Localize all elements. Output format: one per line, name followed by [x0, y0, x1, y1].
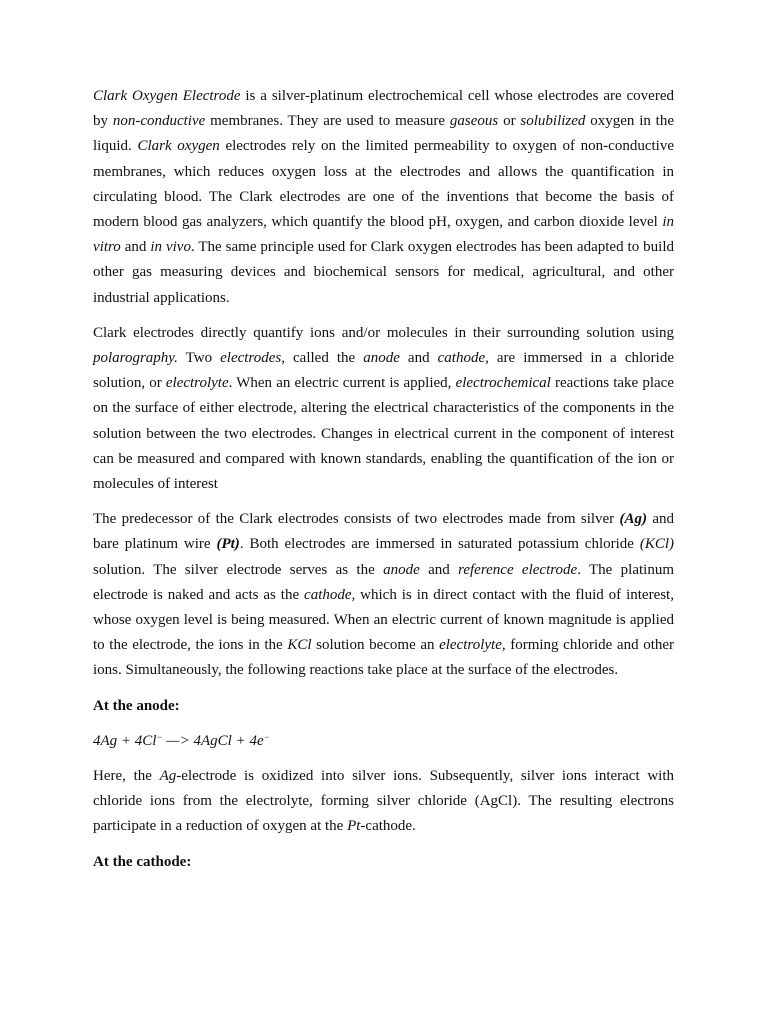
text-span: or — [498, 113, 521, 130]
term-ag: Ag — [159, 768, 177, 785]
anode-heading: At the anode: — [93, 697, 180, 714]
text-span: -cathode. — [360, 818, 416, 835]
term-pt: (Pt) — [216, 536, 240, 553]
text-span: oxygen in the liquid. — [93, 113, 675, 155]
term-solubilized: solubilized — [520, 113, 586, 130]
term-kcl: KCl — [287, 637, 312, 654]
term-cathode: cathode, — [437, 350, 489, 367]
paragraph-polarography — [93, 321, 674, 497]
text-span: The predecessor of the Clark electrodes consists of two electrodes made from silver — [93, 511, 620, 528]
term-in-vitro: in vitro — [93, 214, 674, 256]
document-page — [93, 84, 674, 885]
text-span: . The same principle used for Clark oxygen electrodes has been adapted to build other gas measuring devices and biochemical sensors for medical, agricultural, and other industrial applications. — [93, 239, 674, 306]
equation-lhs: 4Ag + 4Cl — [93, 732, 157, 749]
text-span: . When an electric current is applied, — [228, 375, 456, 392]
text-span: reactions take place on the surface of either electrode, altering the electrical characteristics of the components in the solution between the two electrodes. Changes in electrical current in the component of interest can be measured and compared with known standards, enabling the quantification of the ion or molecules of interest — [93, 375, 674, 493]
text-span: and — [399, 350, 438, 367]
term-ag: (Ag) — [619, 511, 648, 528]
term-in-vivo: in vivo — [150, 239, 191, 256]
equation-superscript: − — [263, 731, 270, 742]
paragraph-intro — [93, 84, 674, 311]
term-non-conductive: non-conductive — [112, 113, 206, 130]
paragraph-predecessor — [93, 507, 674, 683]
text-span: are immersed in a chloride solution, or — [93, 350, 674, 392]
text-span: and bare platinum wire — [93, 511, 674, 553]
text-span: Here, the — [93, 768, 160, 785]
text-span: and — [419, 561, 459, 578]
text-span: which is in direct contact with the fluid of interest, whose oxygen level is being measured. When an electric current of known magnitude is applied to the electrode, the ions in the — [93, 586, 674, 654]
text-span: solution. The silver electrode serves as the — [93, 561, 384, 578]
cathode-heading: At the cathode: — [93, 853, 192, 870]
term-electrodes: electrodes — [220, 350, 282, 367]
term-anode: anode — [383, 561, 420, 578]
equation-rhs: —> 4AgCl + 4e — [162, 732, 264, 749]
text-span: is a silver-platinum electrochemical cell whose electrodes are covered by — [93, 88, 674, 130]
term-clark-oxygen-electrode: Clark Oxygen Electrode — [93, 88, 241, 104]
text-span: and — [120, 239, 151, 256]
anode-equation — [93, 729, 674, 754]
text-span: , called the — [281, 350, 364, 367]
term-electrolyte: electrolyte — [165, 375, 229, 392]
text-span: . The platinum electrode is naked and acts as the — [93, 561, 674, 603]
term-electrolyte: electrolyte, — [439, 637, 506, 654]
term-gaseous: gaseous — [449, 113, 499, 130]
term-pt: Pt — [347, 818, 361, 835]
text-span: membranes. They are used to measure — [205, 113, 450, 130]
term-kcl: (KCl) — [639, 536, 674, 553]
text-span: . Both electrodes are immersed in saturated potassium chloride — [239, 536, 640, 553]
text-span: solution become an — [311, 637, 440, 654]
term-electrochemical: electrochemical — [455, 375, 551, 392]
term-clark-oxygen: Clark oxygen — [137, 138, 220, 155]
term-cathode: cathode, — [304, 586, 356, 603]
equation-superscript: − — [156, 731, 163, 742]
text-span: Two — [177, 350, 221, 367]
text-span: Clark electrodes directly quantify ions and/or molecules in their surrounding solution using — [93, 324, 674, 341]
term-reference-electrode: reference electrode — [458, 561, 578, 578]
term-anode: anode — [363, 350, 400, 367]
text-span: electrodes rely on the limited permeability to oxygen of non-conductive membranes, which reduces oxygen loss at the electrodes and allows the quantification in circulating blood. The Clark electrodes are one of the inventions that become the basis of modern blood gas analyzers, which quantify the blood pH, oxygen, and carbon dioxide level — [93, 138, 674, 231]
term-polarography: polarography. — [93, 350, 178, 367]
text-span: -electrode is oxidized into silver ions. Subsequently, silver ions interact with chloride ions from the electrolyte, forming silver chloride (AgCl). The resulting electrons participate in a reduction of oxygen at the — [93, 768, 674, 835]
text-span: forming chloride and other ions. Simultaneously, the following reactions take place at the surface of the electrodes. — [93, 637, 675, 679]
paragraph-oxidation — [93, 764, 674, 840]
